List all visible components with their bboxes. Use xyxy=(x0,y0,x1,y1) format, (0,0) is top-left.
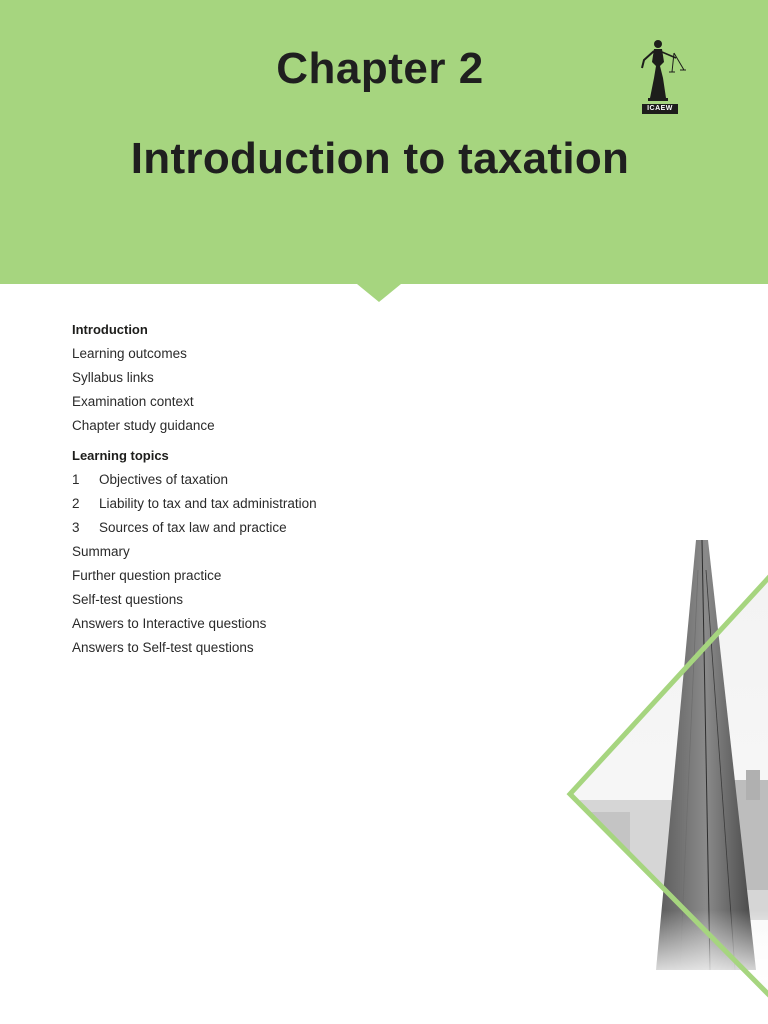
skyscraper-diamond-illustration xyxy=(560,530,768,1024)
chapter-number: Chapter 2 xyxy=(276,44,484,93)
toc-item-answers-interactive[interactable]: Answers to Interactive questions xyxy=(72,616,267,631)
icaew-logo-figure-icon xyxy=(636,38,686,114)
toc-topic-number: 2 xyxy=(72,496,80,511)
toc-item-self-test-questions[interactable]: Self-test questions xyxy=(72,592,184,607)
toc-item-syllabus-links[interactable]: Syllabus links xyxy=(72,370,154,385)
toc-item-learning-outcomes[interactable]: Learning outcomes xyxy=(72,346,187,361)
toc-topic-label: Liability to tax and tax administration xyxy=(99,496,317,511)
toc-topic-number: 1 xyxy=(72,472,80,487)
toc-topic-label: Objectives of taxation xyxy=(99,472,229,487)
toc-topic-label: Sources of tax law and practice xyxy=(99,520,287,535)
toc-topic-3[interactable] xyxy=(72,516,317,540)
table-of-contents xyxy=(72,318,317,660)
chapter-header-banner xyxy=(0,0,768,284)
toc-topic-number: 3 xyxy=(72,520,80,535)
logo-wordmark: ICAEW xyxy=(642,104,678,114)
toc-topic-2[interactable] xyxy=(72,492,317,516)
toc-item-chapter-study-guidance[interactable]: Chapter study guidance xyxy=(72,418,215,433)
toc-item-further-question-practice[interactable]: Further question practice xyxy=(72,568,222,583)
toc-item-answers-self-test[interactable]: Answers to Self-test questions xyxy=(72,640,254,655)
toc-item-examination-context[interactable]: Examination context xyxy=(72,394,194,409)
chapter-title: Introduction to taxation xyxy=(130,134,630,183)
toc-topic-1[interactable] xyxy=(72,468,317,492)
toc-introduction-heading[interactable]: Introduction xyxy=(72,322,148,337)
toc-learning-topics-heading[interactable]: Learning topics xyxy=(72,448,169,463)
banner-pointer xyxy=(357,284,401,302)
toc-item-summary[interactable]: Summary xyxy=(72,544,130,559)
